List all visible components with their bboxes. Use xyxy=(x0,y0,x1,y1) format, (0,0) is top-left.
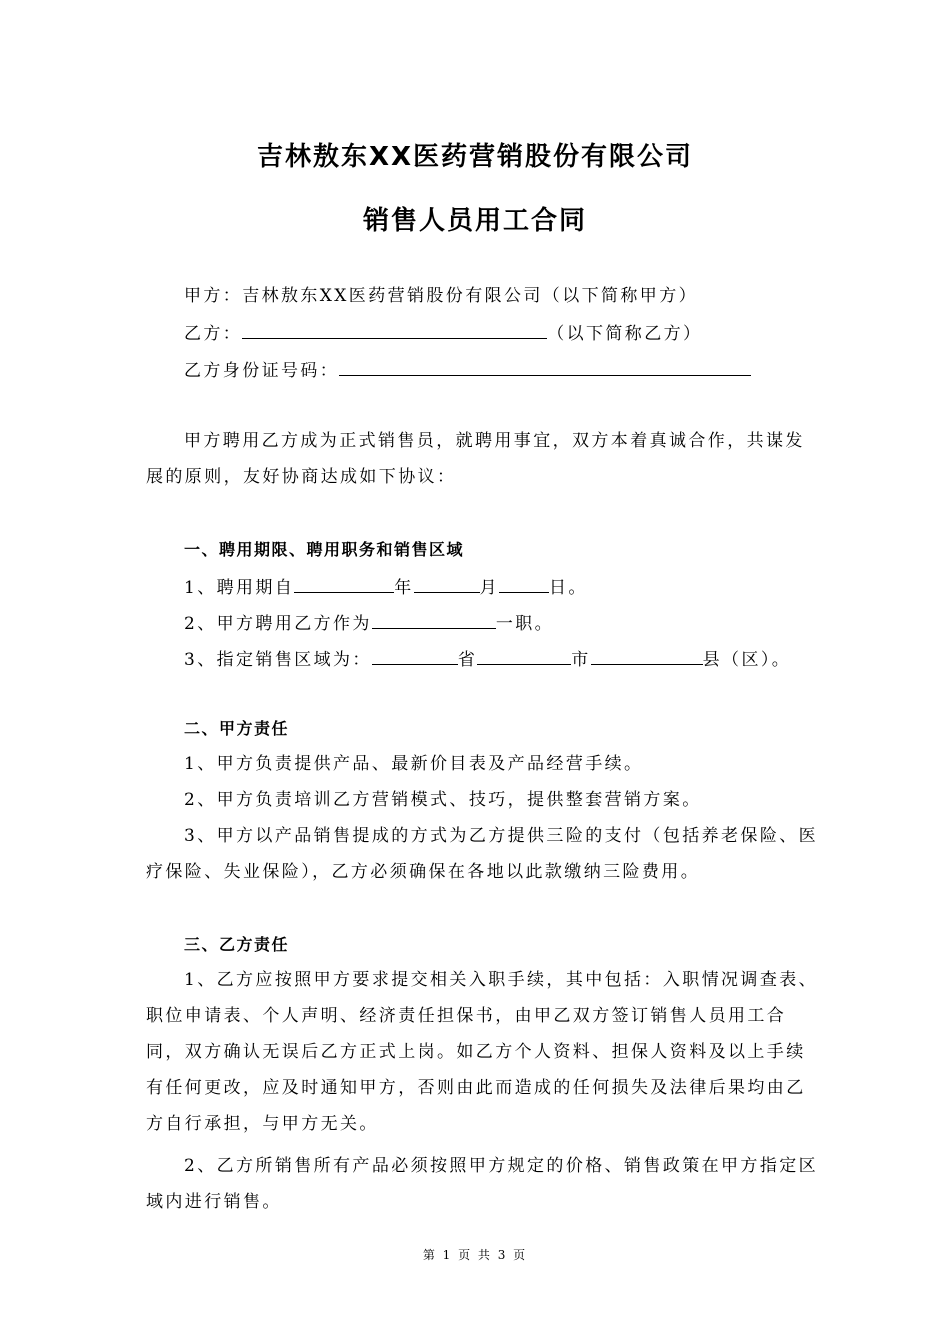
year-label: 年 xyxy=(394,578,414,598)
party-b-name-blank xyxy=(242,320,547,339)
section-3-item-1-line-5: 方自行承担，与甲方无关。 xyxy=(146,1114,379,1134)
party-a-line: 甲方：吉林敖东XX医药营销股份有限公司（以下简称甲方） xyxy=(184,286,699,306)
section-2-item-3-line-2: 疗保险、失业保险），乙方必须确保在各地以此款缴纳三险费用。 xyxy=(146,862,701,882)
county-label: 县（区）。 xyxy=(702,650,792,670)
intro-line-2: 展的原则，友好协商达成如下协议： xyxy=(146,467,457,487)
province-blank xyxy=(372,646,458,665)
company-title: 吉林敖东XX医药营销股份有限公司 xyxy=(256,142,694,172)
party-b-label: 乙方： xyxy=(184,324,243,344)
section-1-item-3 xyxy=(184,646,846,671)
section-3-item-2-line-1: 2、乙方所销售所有产品必须按照甲方规定的价格、销售政策在甲方指定区 xyxy=(184,1156,819,1176)
county-blank xyxy=(591,646,703,665)
section-2-item-2: 2、甲方负责培训乙方营销模式、技巧，提供整套营销方案。 xyxy=(184,790,702,810)
term-label: 1、聘用期自 xyxy=(184,578,295,598)
section-3-item-2-line-2: 域内进行销售。 xyxy=(146,1192,282,1212)
party-b-id-line xyxy=(184,357,846,382)
start-month-blank xyxy=(414,574,480,593)
position-blank xyxy=(372,610,496,629)
section-3-heading: 三、乙方责任 xyxy=(184,935,290,954)
section-1-item-2 xyxy=(184,610,846,635)
start-year-blank xyxy=(294,574,394,593)
region-label: 3、指定销售区域为： xyxy=(184,650,372,670)
section-3-item-1-line-2: 职位申请表、个人声明、经济责任担保书，由甲乙双方签订销售人员用工合 xyxy=(146,1006,787,1026)
contract-title: 销售人员用工合同 xyxy=(362,206,587,236)
section-2-item-3-line-1: 3、甲方以产品销售提成的方式为乙方提供三险的支付（包括养老保险、医 xyxy=(184,826,819,846)
party-b-id-blank xyxy=(339,357,751,376)
party-b-line xyxy=(184,320,846,345)
day-label: 日。 xyxy=(549,578,588,598)
section-3-item-1-line-4: 有任何更改，应及时通知甲方，否则由此而造成的任何损失及法律后果均由乙 xyxy=(146,1078,806,1098)
section-3-item-1-line-1: 1、乙方应按照甲方要求提交相关入职手续，其中包括：入职情况调查表、 xyxy=(184,970,819,990)
party-b-suffix: （以下简称乙方） xyxy=(547,324,703,344)
page-number: 第 1 页 共 3 页 xyxy=(422,1248,528,1262)
position-label: 2、甲方聘用乙方作为 xyxy=(184,614,372,634)
province-label: 省 xyxy=(457,650,478,670)
section-3-item-1-line-3: 同，双方确认无误后乙方正式上岗。如乙方个人资料、担保人资料及以上手续 xyxy=(146,1042,806,1062)
city-blank xyxy=(477,646,571,665)
section-2-item-1: 1、甲方负责提供产品、最新价目表及产品经营手续。 xyxy=(184,754,644,774)
section-1-heading: 一、聘用期限、聘用职务和销售区域 xyxy=(184,540,465,559)
city-label: 市 xyxy=(571,650,591,670)
month-label: 月 xyxy=(479,578,500,598)
intro-line-1: 甲方聘用乙方成为正式销售员，就聘用事宜，双方本着真诚合作，共谋发 xyxy=(184,431,805,451)
position-suffix: 一职。 xyxy=(495,614,555,634)
section-1-item-1 xyxy=(184,574,846,599)
section-2-heading: 二、甲方责任 xyxy=(184,719,290,738)
start-day-blank xyxy=(499,574,549,593)
party-b-id-label: 乙方身份证号码： xyxy=(184,361,340,381)
